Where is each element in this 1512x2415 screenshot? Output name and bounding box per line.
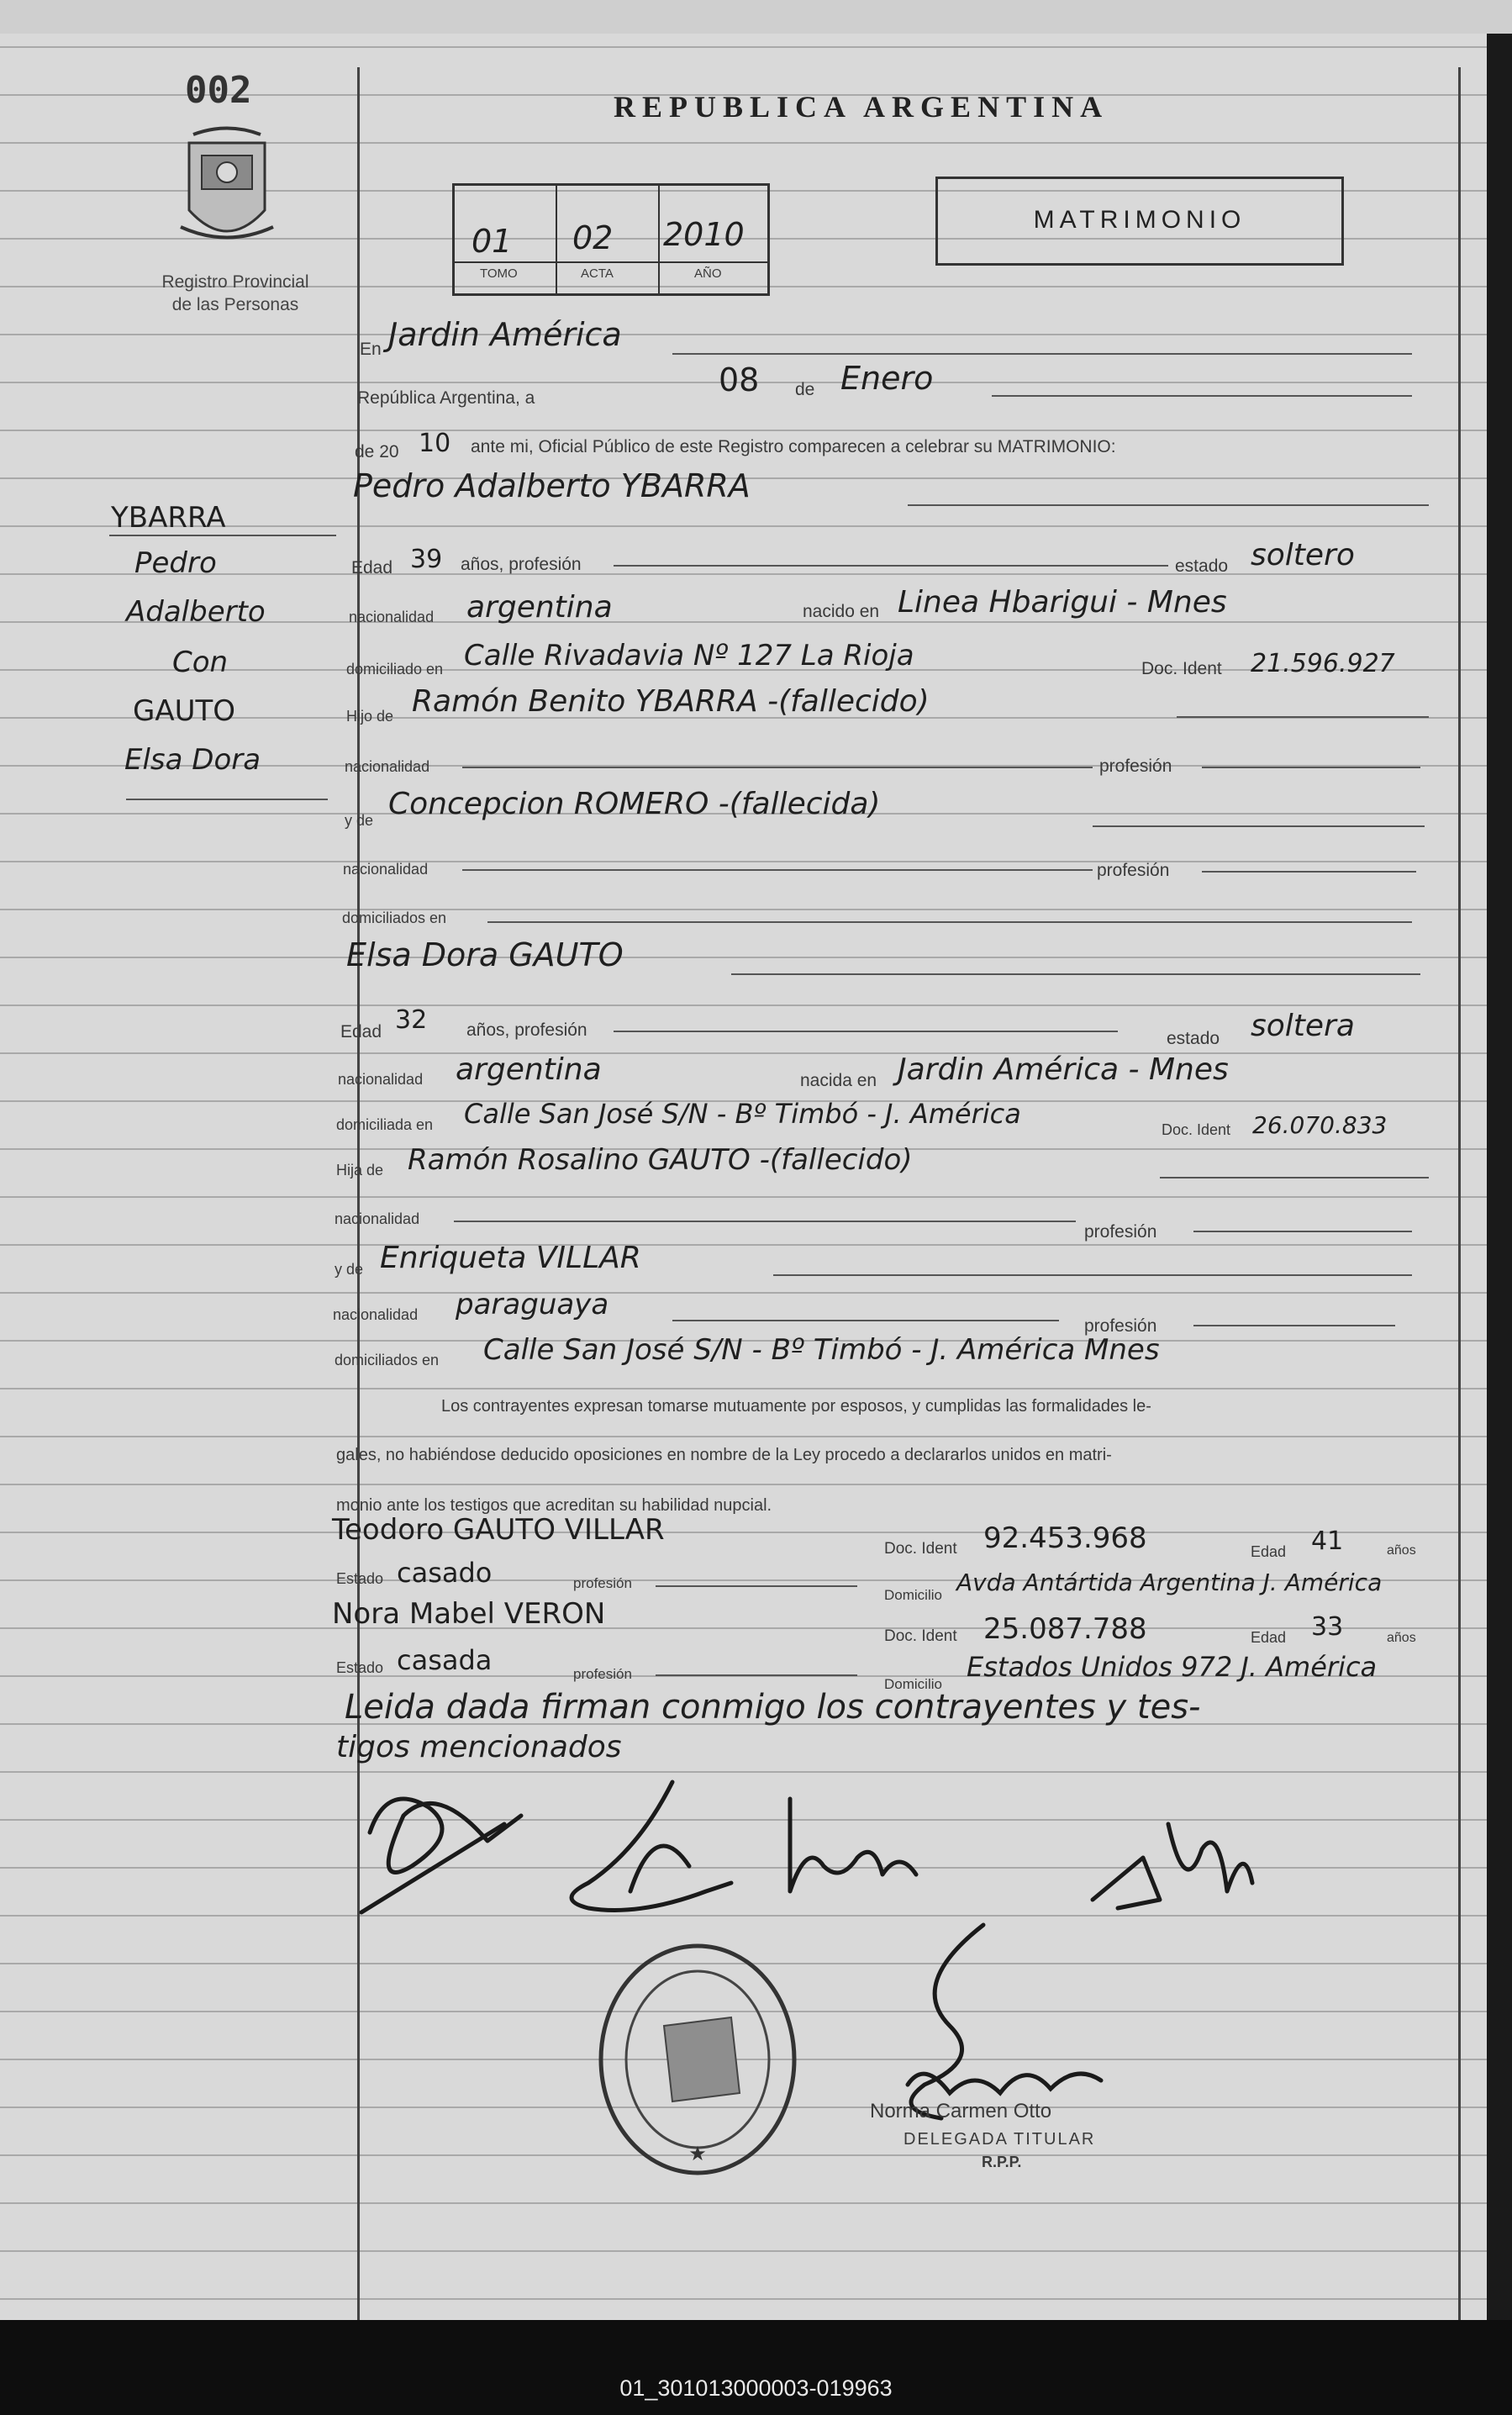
- label-anios-profesion-bride: años, profesión: [466, 1020, 587, 1040]
- groom-father: Ramón Benito YBARRA -(fallecido): [412, 684, 930, 719]
- bride-mother: Enriqueta VILLAR: [380, 1241, 641, 1275]
- label-domiciliados-en-bride: domiciliados en: [335, 1352, 440, 1368]
- groom-doc: 21.596.927: [1251, 649, 1395, 678]
- document-code: 01_301013000003-019963: [619, 2375, 893, 2401]
- bride-father: Ramón Rosalino GAUTO -(fallecido): [408, 1143, 913, 1177]
- label-nacida-en: nacida en: [800, 1071, 877, 1090]
- label-nacionalidad-bf: nacionalidad: [335, 1210, 420, 1227]
- official-org: R.P.P.: [982, 2154, 1022, 2170]
- province-seal-logo: [172, 126, 282, 252]
- label-nacionalidad-bride: nacionalidad: [338, 1071, 424, 1088]
- bride-nacionalidad: argentina: [456, 1052, 602, 1087]
- label-hijo-de: Hijo de: [346, 708, 394, 725]
- bride-estado: soltera: [1251, 1009, 1355, 1043]
- label-edad-w1: Edad: [1251, 1543, 1287, 1560]
- svg-text:★: ★: [688, 2142, 707, 2165]
- witness1-doc: 92.453.968: [983, 1521, 1147, 1555]
- margin-note-bride-name: Elsa Dora: [124, 743, 261, 777]
- label-doc-ident-bride: Doc. Ident: [1162, 1121, 1231, 1138]
- official-name: Norma Carmen Otto: [870, 2100, 1052, 2122]
- anio-value: 2010: [663, 216, 745, 253]
- act-type: MATRIMONIO: [1033, 206, 1246, 234]
- closing-line-2: tigos mencionados: [336, 1730, 622, 1764]
- label-estado-bride: estado: [1167, 1029, 1220, 1048]
- groom-signature: [361, 1799, 521, 1912]
- bride-age: 32: [395, 1005, 428, 1035]
- label-estado-w2: Estado: [336, 1659, 384, 1676]
- witness1-age: 41: [1311, 1527, 1344, 1556]
- label-nacionalidad-groom: nacionalidad: [349, 609, 435, 625]
- label-profesion-gf: profesión: [1099, 757, 1172, 776]
- record-reference-box: [452, 183, 770, 296]
- witness2-name: Nora Mabel VERON: [332, 1597, 606, 1631]
- bride-signature: [572, 1782, 731, 1911]
- groom-nacionalidad: argentina: [466, 590, 613, 625]
- signatures: [336, 1765, 1345, 1984]
- right-border: [1458, 67, 1461, 2320]
- label-estado-groom: estado: [1175, 556, 1229, 576]
- witness2-domicilio: Estados Unidos 972 J. América: [967, 1651, 1378, 1683]
- label-de-month: de: [795, 380, 815, 399]
- country-heading: REPUBLICA ARGENTINA: [614, 90, 1109, 124]
- groom-domicilio: Calle Rivadavia Nº 127 La Rioja: [464, 639, 914, 672]
- label-profesion-w1: profesión: [573, 1575, 632, 1591]
- groom-age: 39: [410, 545, 443, 574]
- label-ante-mi: ante mi, Oficial Público de este Registro comparecen a celebrar su MATRIMONIO:: [471, 437, 1116, 456]
- bride-mother-nacionalidad: paraguaya: [456, 1288, 609, 1321]
- label-doc-ident-groom: Doc. Ident: [1141, 659, 1222, 678]
- declaration-line-2: gales, no habiéndose deducido oposiciones en nombre de la Ley procedo a declararlos unidos en matri-: [336, 1446, 1112, 1464]
- label-anios-w1: años: [1387, 1543, 1416, 1558]
- tomo-label: TOMO: [480, 266, 518, 281]
- label-profesion-w2: profesión: [573, 1666, 632, 1682]
- label-profesion-bf: profesión: [1084, 1222, 1157, 1242]
- label-y-de-bride: y de: [335, 1261, 364, 1278]
- label-domiciliados-en-groom: domiciliados en: [342, 910, 447, 926]
- act-type-box: [935, 177, 1344, 266]
- bride-birthplace: Jardin América - Mnes: [898, 1052, 1229, 1087]
- label-y-de-groom: y de: [345, 812, 374, 829]
- witness2-estado: casada: [397, 1644, 493, 1676]
- acta-value: 02: [572, 219, 614, 256]
- acta-label: ACTA: [581, 266, 614, 281]
- day-value: 08: [719, 361, 760, 398]
- page-top-edge: [0, 0, 1512, 34]
- label-republica: República Argentina, a: [357, 388, 535, 408]
- anio-label: AÑO: [694, 266, 722, 281]
- tomo-value: 01: [472, 223, 513, 260]
- label-en: En: [360, 340, 382, 359]
- witness2-doc: 25.087.788: [983, 1612, 1147, 1646]
- label-profesion-bm: profesión: [1084, 1316, 1157, 1336]
- declaration-line-1: Los contrayentes expresan tomarse mutuamente por esposos, y cumplidas las formalidades le-: [441, 1397, 1151, 1416]
- label-edad-bride: Edad: [340, 1022, 382, 1041]
- declaration-line-3: monio ante los testigos que acreditan su habilidad nupcial.: [336, 1496, 772, 1515]
- closing-line-1: Leida dada firman conmigo los contrayentes y tes-: [345, 1688, 1201, 1727]
- margin-note-name: Pedro: [134, 546, 217, 580]
- label-anios-w2: años: [1387, 1631, 1416, 1645]
- margin-note-second-name: Adalberto: [126, 595, 266, 629]
- witness1-estado: casado: [397, 1557, 493, 1589]
- label-edad-w2: Edad: [1251, 1629, 1287, 1646]
- month-value: Enero: [840, 360, 934, 397]
- label-doc-ident-w2: Doc. Ident: [884, 1627, 957, 1645]
- label-doc-ident-w1: Doc. Ident: [884, 1540, 957, 1558]
- label-profesion-gm: profesión: [1097, 861, 1170, 880]
- place-value: Jardin América: [388, 316, 622, 353]
- official-stamp-seal: [588, 1933, 815, 2186]
- label-domiciliado-en: domiciliado en: [346, 661, 444, 678]
- label-domicilio-w2: Domicilio: [884, 1676, 942, 1692]
- official-title: DELEGADA TITULAR: [904, 2130, 1096, 2149]
- witness1-domicilio: Avda Antártida Argentina J. América: [956, 1569, 1383, 1596]
- bride-domicilio: Calle San José S/N - Bº Timbó - J. América: [464, 1098, 1021, 1130]
- label-domicilio-w1: Domicilio: [884, 1587, 942, 1603]
- act-number: 002: [185, 69, 252, 112]
- witness2-signature: [1093, 1824, 1252, 1908]
- label-edad-groom: Edad: [351, 558, 393, 577]
- groom-mother: Concepcion ROMERO -(fallecida): [388, 787, 881, 821]
- label-nacido-en: nacido en: [803, 602, 880, 621]
- witness1-name: Teodoro GAUTO VILLAR: [332, 1513, 665, 1547]
- groom-name: Pedro Adalberto YBARRA: [353, 467, 751, 504]
- scan-footer: [0, 2320, 1512, 2415]
- bride-name: Elsa Dora GAUTO: [346, 936, 624, 973]
- label-nacionalidad-bm: nacionalidad: [333, 1306, 419, 1323]
- label-de-year: de 20: [355, 442, 399, 461]
- margin-note-surname: YBARRA: [111, 501, 226, 535]
- margin-note-con: Con: [172, 646, 229, 679]
- label-domiciliada-en: domiciliada en: [336, 1116, 434, 1133]
- label-nacionalidad-gf: nacionalidad: [345, 758, 430, 775]
- registry-name: Registro Provincial de las Personas: [161, 272, 309, 314]
- groom-estado: soltero: [1251, 538, 1355, 572]
- label-estado-w1: Estado: [336, 1570, 384, 1587]
- year-value: 10: [419, 429, 451, 458]
- witness1-signature: [790, 1799, 916, 1891]
- label-nacionalidad-gm: nacionalidad: [343, 861, 429, 878]
- label-anios-profesion-groom: años, profesión: [461, 555, 582, 574]
- bride-parents-domicilio: Calle San José S/N - Bº Timbó - J. América Mnes: [483, 1333, 1160, 1367]
- groom-birthplace: Linea Hbarigui - Mnes: [898, 585, 1227, 620]
- label-hija-de: Hija de: [336, 1162, 384, 1178]
- bride-doc: 26.070.833: [1252, 1111, 1388, 1139]
- margin-note-bride-surname: GAUTO: [133, 694, 236, 728]
- witness2-age: 33: [1311, 1612, 1344, 1642]
